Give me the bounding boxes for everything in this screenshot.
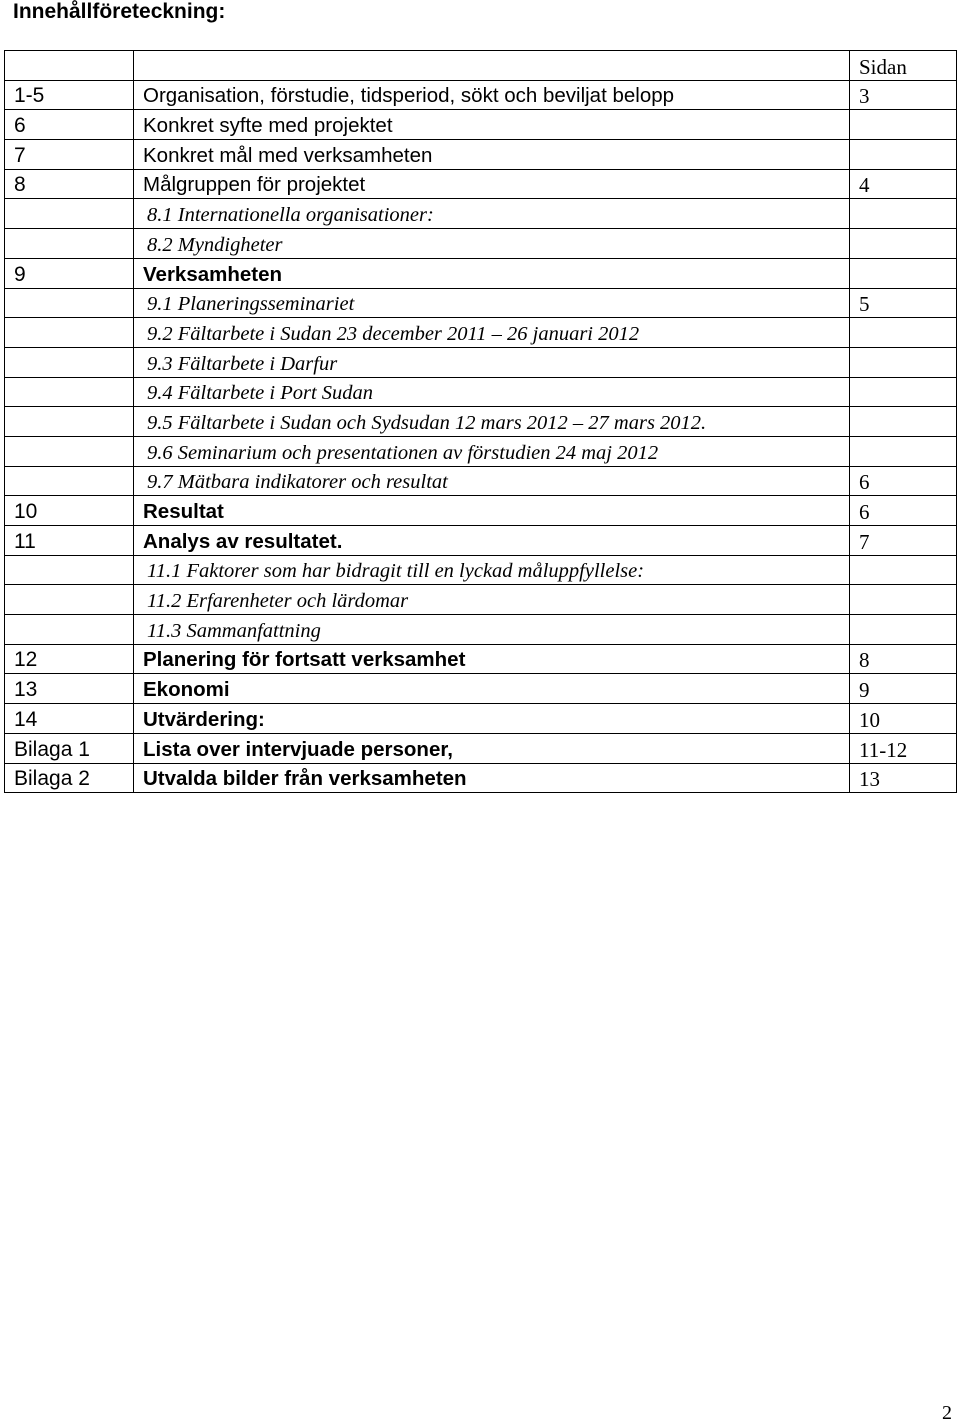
toc-header-num xyxy=(5,51,134,81)
toc-row xyxy=(5,496,957,526)
toc-page-number: 3 xyxy=(850,80,957,110)
toc-header-title xyxy=(134,51,850,81)
toc-page-number: 9 xyxy=(850,674,957,704)
toc-title-cell xyxy=(134,199,850,229)
toc-row xyxy=(5,140,957,170)
toc-section-title: 9.2 Fältarbete i Sudan 23 december 2011 – 26 januari 2012 xyxy=(147,322,640,345)
toc-section-number xyxy=(5,555,134,585)
toc-section-title: Resultat xyxy=(143,500,224,523)
toc-section-title: Organisation, förstudie, tidsperiod, sökt och beviljat belopp xyxy=(143,84,675,108)
toc-row xyxy=(5,229,957,259)
toc-row xyxy=(5,644,957,674)
toc-section-number xyxy=(5,377,134,407)
toc-title-cell xyxy=(134,140,850,170)
toc-page-number xyxy=(850,258,957,288)
toc-section-number xyxy=(5,347,134,377)
toc-row xyxy=(5,585,957,615)
toc-page-number xyxy=(850,377,957,407)
toc-page-number: 13 xyxy=(850,763,957,793)
toc-section-title: Målgruppen för projektet xyxy=(143,173,366,197)
toc-title-cell xyxy=(134,318,850,348)
toc-row xyxy=(5,704,957,734)
toc-title-cell xyxy=(134,763,850,793)
toc-page-number: 11-12 xyxy=(850,733,957,763)
toc-page-number xyxy=(850,229,957,259)
toc-page-number xyxy=(850,199,957,229)
toc-title-cell xyxy=(134,466,850,496)
toc-page-number xyxy=(850,555,957,585)
toc-section-title: 9.4 Fältarbete i Port Sudan xyxy=(147,382,374,405)
toc-section-title: Verksamheten xyxy=(143,262,283,286)
toc-title-cell xyxy=(134,644,850,674)
toc-table xyxy=(4,50,957,793)
toc-title-cell xyxy=(134,733,850,763)
toc-row xyxy=(5,674,957,704)
toc-section-number: 13 xyxy=(5,674,134,704)
toc-row xyxy=(5,615,957,645)
toc-section-title: 9.5 Fältarbete i Sudan och Sydsudan 12 mars 2012 – 27 mars 2012. xyxy=(147,411,707,434)
toc-section-number xyxy=(5,318,134,348)
toc-row xyxy=(5,555,957,585)
toc-row xyxy=(5,80,957,110)
toc-section-number xyxy=(5,615,134,645)
toc-row xyxy=(5,169,957,199)
toc-row xyxy=(5,347,957,377)
toc-section-number: 10 xyxy=(5,496,134,526)
toc-section-title: Konkret syfte med projektet xyxy=(143,114,393,138)
toc-page-number xyxy=(850,347,957,377)
toc-title-cell xyxy=(134,585,850,615)
toc-row xyxy=(5,436,957,466)
toc-section-number: 12 xyxy=(5,644,134,674)
toc-row xyxy=(5,733,957,763)
toc-title-cell xyxy=(134,496,850,526)
toc-page-number xyxy=(850,110,957,140)
toc-title-cell xyxy=(134,229,850,259)
toc-row xyxy=(5,407,957,437)
toc-heading: Innehållföreteckning: xyxy=(13,0,226,23)
toc-section-title: Ekonomi xyxy=(143,678,230,702)
toc-title-cell xyxy=(134,258,850,288)
toc-title-cell xyxy=(134,169,850,199)
toc-section-title: Utvalda bilder från verksamheten xyxy=(143,767,467,791)
toc-row xyxy=(5,466,957,496)
toc-page-number: 5 xyxy=(850,288,957,318)
footer-page-number: 2 xyxy=(942,1402,952,1424)
toc-section-number xyxy=(5,585,134,615)
toc-page-number xyxy=(850,318,957,348)
toc-section-title: Utvärdering: xyxy=(143,707,265,731)
toc-section-number: 6 xyxy=(5,110,134,140)
toc-title-cell xyxy=(134,555,850,585)
toc-body xyxy=(5,51,957,793)
toc-section-title: 11.3 Sammanfattning xyxy=(147,619,321,642)
toc-section-title: Lista over intervjuade personer, xyxy=(143,737,453,761)
toc-row xyxy=(5,318,957,348)
toc-page-number: 4 xyxy=(850,169,957,199)
toc-section-title: 9.3 Fältarbete i Darfur xyxy=(147,352,338,375)
toc-page-number: 7 xyxy=(850,526,957,556)
toc-title-cell xyxy=(134,288,850,318)
toc-page-number xyxy=(850,436,957,466)
toc-section-number: 1-5 xyxy=(5,80,134,110)
toc-section-number xyxy=(5,199,134,229)
toc-section-number: Bilaga 1 xyxy=(5,733,134,763)
toc-section-title: Planering för fortsatt verksamhet xyxy=(143,648,466,672)
toc-section-title: 8.2 Myndigheter xyxy=(147,233,283,256)
toc-section-number xyxy=(5,229,134,259)
toc-section-title: 9.6 Seminarium och presentationen av förstudien 24 maj 2012 xyxy=(147,441,659,464)
toc-title-cell xyxy=(134,80,850,110)
toc-title-cell xyxy=(134,110,850,140)
toc-row xyxy=(5,258,957,288)
toc-title-cell xyxy=(134,615,850,645)
toc-section-title: 8.1 Internationella organisationer: xyxy=(147,204,434,227)
toc-section-number xyxy=(5,288,134,318)
toc-section-title: 11.1 Faktorer som har bidragit till en lyckad måluppfyllelse: xyxy=(147,560,645,583)
toc-header-page: Sidan xyxy=(850,51,957,81)
toc-section-title: Konkret mål med verksamheten xyxy=(143,143,433,167)
toc-section-number: 9 xyxy=(5,258,134,288)
toc-row xyxy=(5,288,957,318)
toc-header-row xyxy=(5,51,957,81)
toc-section-number xyxy=(5,436,134,466)
toc-page-number xyxy=(850,407,957,437)
toc-section-number xyxy=(5,407,134,437)
toc-row xyxy=(5,110,957,140)
toc-title-cell xyxy=(134,674,850,704)
toc-title-cell xyxy=(134,347,850,377)
toc-row xyxy=(5,199,957,229)
toc-title-cell xyxy=(134,436,850,466)
toc-section-title: 11.2 Erfarenheter och lärdomar xyxy=(147,590,409,613)
toc-page-number: 6 xyxy=(850,496,957,526)
toc-row xyxy=(5,377,957,407)
toc-section-number xyxy=(5,466,134,496)
toc-page-number xyxy=(850,140,957,170)
toc-section-title: 9.1 Planeringsseminariet xyxy=(147,293,355,316)
toc-title-cell xyxy=(134,377,850,407)
toc-row xyxy=(5,763,957,793)
toc-row xyxy=(5,526,957,556)
toc-section-title: 9.7 Mätbara indikatorer och resultat xyxy=(147,471,448,494)
toc-title-cell xyxy=(134,526,850,556)
toc-title-cell xyxy=(134,407,850,437)
toc-page-number xyxy=(850,615,957,645)
toc-section-number: 7 xyxy=(5,140,134,170)
toc-section-number: Bilaga 2 xyxy=(5,763,134,793)
toc-page-number: 6 xyxy=(850,466,957,496)
toc-section-number: 11 xyxy=(5,526,134,556)
toc-page-number: 10 xyxy=(850,704,957,734)
toc-page-number: 8 xyxy=(850,644,957,674)
toc-page-number xyxy=(850,585,957,615)
toc-section-number: 14 xyxy=(5,704,134,734)
toc-section-title: Analys av resultatet. xyxy=(143,529,343,553)
toc-section-number: 8 xyxy=(5,169,134,199)
toc-title-cell xyxy=(134,704,850,734)
